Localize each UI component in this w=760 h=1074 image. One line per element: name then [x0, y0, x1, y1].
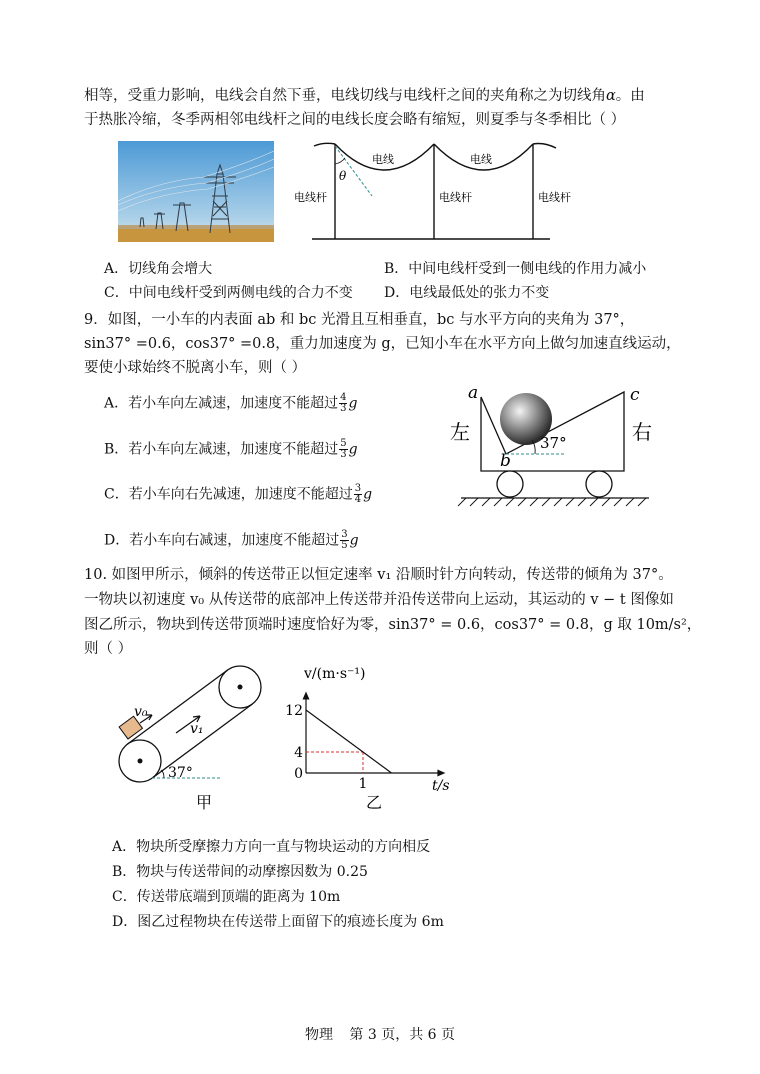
footer-subject: 物理	[304, 1027, 333, 1043]
q8-option-b: B．中间电线杆受到一侧电线的作用力减小	[384, 261, 647, 277]
alpha-symbol: α	[606, 88, 616, 104]
y-tick-4: 4	[294, 745, 303, 761]
pole-label-3: 电线杆	[538, 191, 571, 204]
page-footer	[0, 1024, 760, 1044]
wire-label-2: 电线	[470, 153, 492, 166]
x-axis-label: t/s	[432, 778, 450, 794]
q10-line-4: 则（ ）	[84, 641, 133, 657]
wire-label-1: 电线	[372, 153, 394, 166]
fraction: $\frac{5}{3}$	[340, 438, 347, 460]
angle-label: 37°	[540, 434, 567, 452]
x-axis-arrow	[437, 770, 445, 777]
wire-right-stub	[533, 144, 556, 149]
right-label: 右	[632, 420, 652, 444]
footer-page: 第 3 页，共 6 页	[349, 1027, 456, 1043]
q9-option-c: C．若小车向右先减速，加速度不能超过 $\frac{3}{4}$ g	[104, 483, 373, 505]
caption-jia: 甲	[196, 793, 213, 812]
fraction: $\frac{4}{3}$	[340, 392, 347, 414]
pylon-photo	[118, 141, 274, 242]
pulley-bottom-axle	[138, 759, 143, 764]
track-hatching	[458, 498, 646, 506]
q9-line-1: 9．如图，一小车的内表面 ab 和 bc 光滑且互相垂直，bc 与水平方向的夹角为 37°，	[84, 312, 635, 328]
fraction: $\frac{3}{5}$	[341, 529, 348, 551]
v1-label: v₁	[190, 721, 204, 737]
velocity-line	[306, 710, 392, 773]
intro-line-1: 相等，受重力影响，电线会自然下垂，电线切线与电线杆之间的夹角称之为切线角α。由	[84, 88, 645, 104]
intro-line-2: 于热胀冷缩，冬季两相邻电线杆之间的电线长度会略有缩短，则夏季与冬季相比（ ）	[84, 112, 626, 128]
q10-option-d: D．图乙过程物块在传送带上面留下的痕迹长度为 6m	[112, 914, 444, 930]
wheel-right	[586, 471, 612, 497]
q9-option-a: A．若小车向左减速，加速度不能超过 $\frac{4}{3}$ g	[104, 392, 358, 414]
q8-option-d: D．电线最低处的张力不变	[384, 285, 550, 301]
wire-pole-diagram	[294, 136, 571, 251]
x-tick-1: 1	[358, 776, 368, 792]
q9-line-3: 要使小球始终不脱离小车，则（ ）	[84, 360, 307, 376]
q8-option-a: A．切线角会增大	[104, 261, 213, 277]
y-axis-label: v/(m·s⁻¹)	[304, 666, 366, 682]
q9-option-b: B．若小车向左减速，加速度不能超过 $\frac{5}{3}$ g	[104, 438, 358, 460]
fraction: $\frac{3}{4}$	[354, 483, 362, 505]
v0-label: v₀	[134, 704, 148, 720]
vt-chart	[282, 660, 462, 815]
caption-yi: 乙	[366, 793, 383, 812]
theta-label: θ	[339, 169, 347, 183]
q9-line-2: sin37° =0.6，cos37° =0.8，重力加速度为 g，已知小车在水平方向上做匀加速直线运动，	[84, 336, 681, 352]
q10-option-a: A．物块所受摩擦力方向一直与物块运动的方向相反	[112, 839, 431, 855]
q10-line-2: 一物块以初速度 v₀ 从传送带的底部冲上传送带并沿传送带向上运动，其运动的 v − t 图像如	[84, 592, 674, 608]
cart-diagram	[444, 382, 666, 512]
pole-label-1: 电线杆	[294, 191, 327, 204]
q10-option-b: B．物块与传送带间的动摩擦因数为 0.25	[112, 864, 368, 880]
q10-option-c: C．传送带底端到顶端的距离为 10m	[112, 889, 341, 905]
angle-label: 37°	[168, 765, 193, 781]
wheel-left	[497, 471, 523, 497]
y-axis-arrow	[303, 692, 310, 700]
left-label: 左	[450, 420, 470, 444]
point-c-label: c	[630, 385, 640, 405]
q10-line-1: 10. 如图甲所示，倾斜的传送带正以恒定速率 v₁ 沿顺时针方向转动，传送带的倾角为 37°。	[84, 567, 673, 583]
conveyor-diagram	[104, 660, 284, 815]
point-a-label: a	[468, 383, 479, 403]
pulley-top-axle	[238, 685, 243, 690]
q10-line-3: 图乙所示，物块到传送带顶端时速度恰好为零，sin37° = 0.6，cos37° = 0.8，g 取 10m/s²，	[84, 617, 702, 633]
theta-arc	[335, 158, 345, 164]
q8-option-c: C．中间电线杆受到两侧电线的合力不变	[104, 285, 353, 301]
point-b-label: b	[500, 451, 511, 471]
pole-label-2: 电线杆	[439, 191, 472, 204]
wire-left-stub	[314, 143, 335, 146]
y-tick-12: 12	[285, 703, 303, 719]
origin-label: 0	[294, 766, 303, 782]
q9-option-d: D．若小车向右减速，加速度不能超过 $\frac{3}{5}$ g	[104, 529, 359, 551]
